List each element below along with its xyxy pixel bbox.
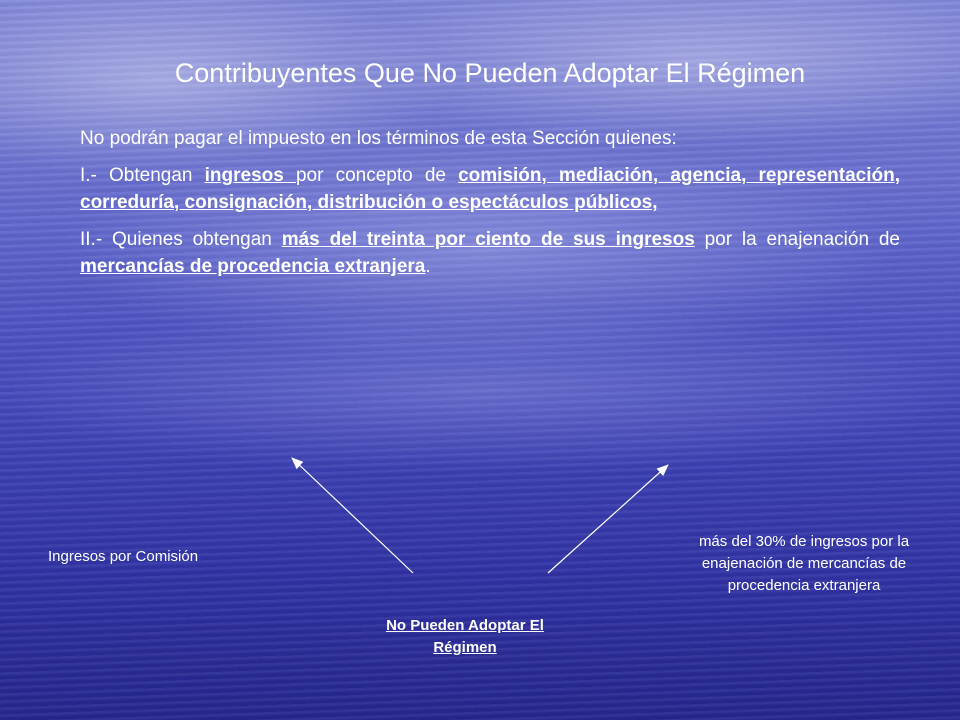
- label-mercancias-extranjeras: más del 30% de ingresos por la enajenación de mercancías de procedencia extranjera: [698, 533, 910, 594]
- item-2-goods: mercancías de procedencia extranjera: [80, 256, 426, 277]
- item-1-ingresos: ingresos: [204, 165, 296, 186]
- item-2-suffix: .: [425, 256, 431, 277]
- arrow-right: [548, 465, 668, 573]
- slide-title: Contribuyentes Que No Pueden Adoptar El Régimen: [174, 58, 806, 88]
- item-2-prefix: II.- Quienes obtengan: [80, 229, 282, 250]
- arrow-left: [292, 458, 413, 573]
- item-1-prefix: I.- Obtengan: [80, 165, 205, 186]
- item-2-percent: más del treinta por ciento de sus ingresos: [281, 229, 695, 250]
- item-1-activities: comisión, mediación, agencia, representación, correduría, consignación, distribución o espectáculos públicos,: [80, 165, 900, 213]
- item-1-middle: por concepto de: [295, 165, 459, 186]
- label-ingresos-comision: Ingresos por Comisión: [48, 548, 199, 565]
- intro-text: No podrán pagar el impuesto en los términos de esta Sección quienes:: [80, 128, 677, 149]
- item-2-middle: por la enajenación de: [694, 229, 900, 250]
- label-no-pueden-adoptar: No Pueden Adoptar El Régimen: [386, 617, 544, 656]
